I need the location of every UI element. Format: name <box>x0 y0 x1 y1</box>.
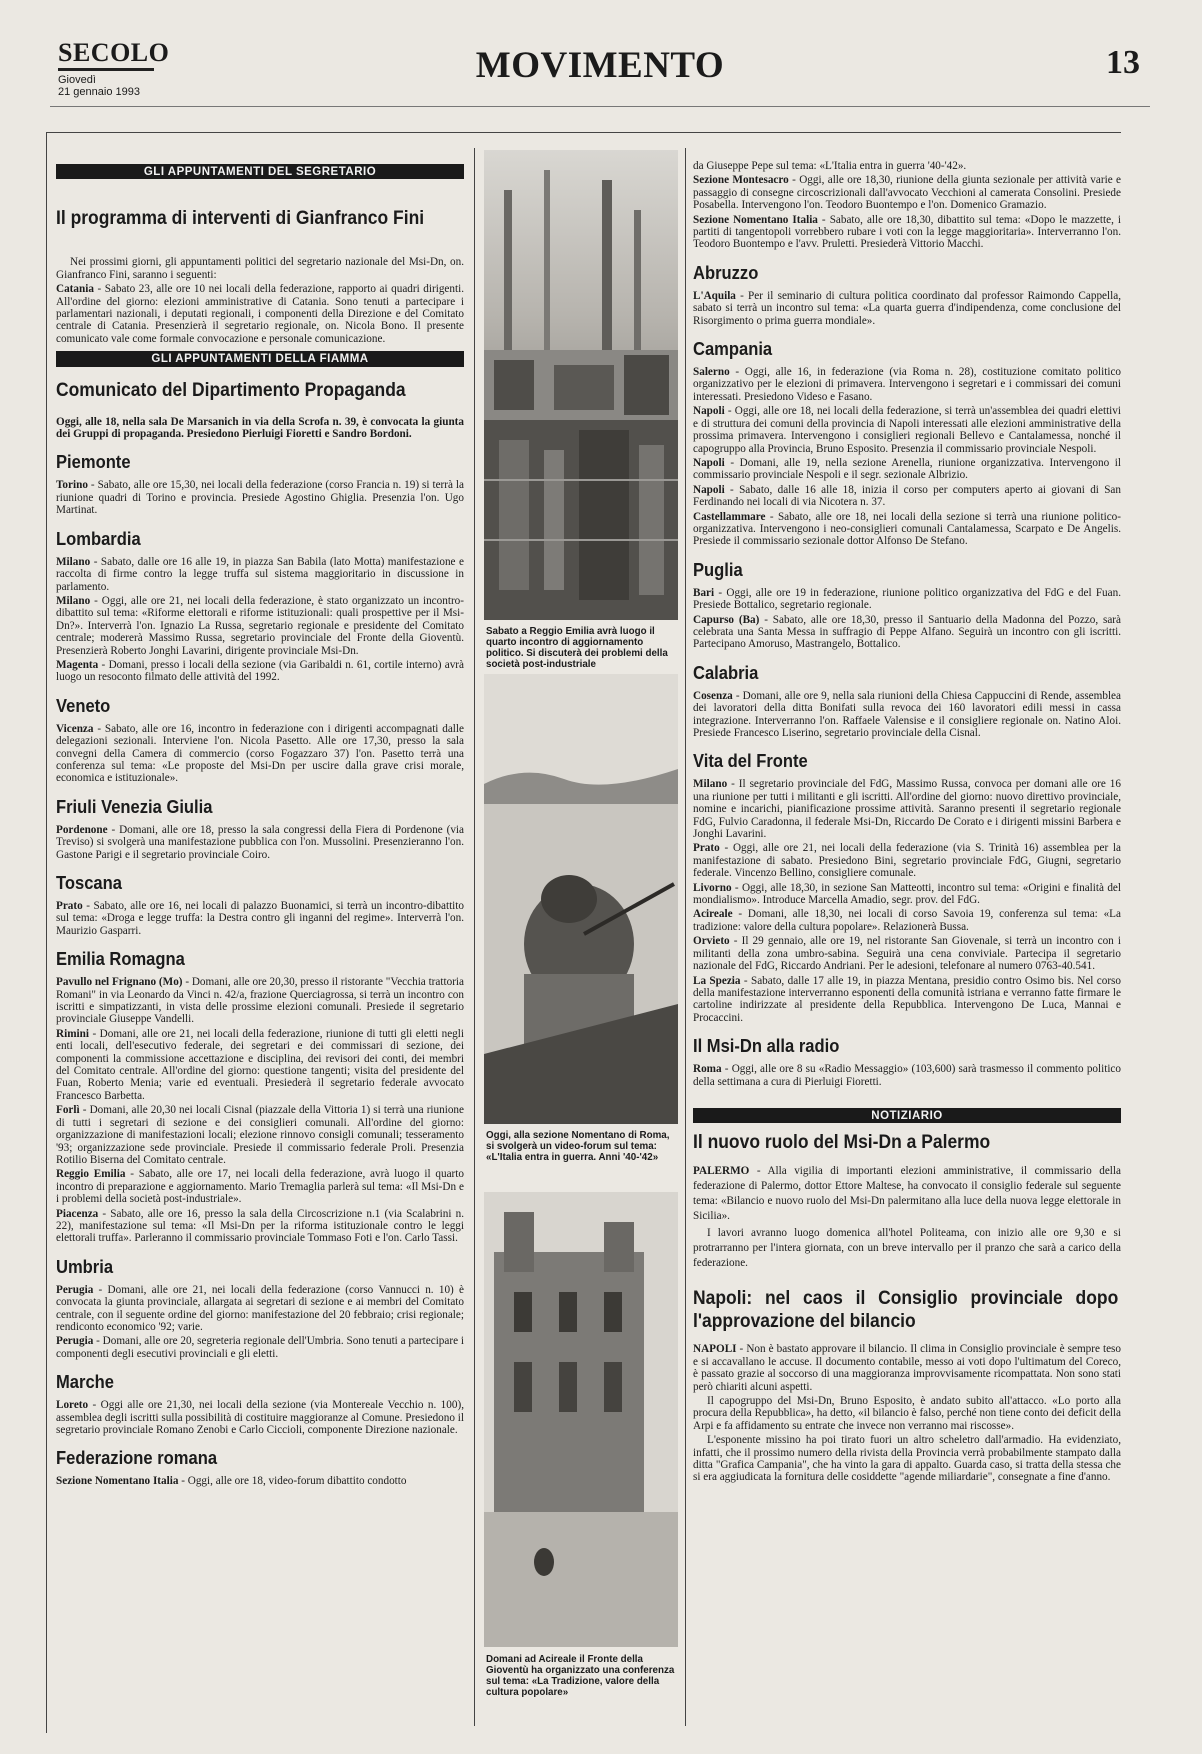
article-paragraph <box>693 1063 1121 1088</box>
right-column <box>693 160 1121 1486</box>
article-text: - Sabato, alle ore 18, nei locali della sezione si terrà una riunione politico-organizzativa. Intervengono i neo-consiglieri comunali Cantalamessa, Scarpato e De Angelis. Presiede il commissario sezionale dottor Alfonso De Stefano. <box>693 510 1121 548</box>
place-name: Prato <box>693 842 720 855</box>
article-text: - Domani, alle ore 20, segreteria regionale dell'Umbria. Sono tenuti a partecipare i componenti degli esecutivi provinciali e gli eletti. <box>56 1335 464 1360</box>
place-name: Orvieto <box>693 935 730 948</box>
article-text: - Il 29 gennaio, alle ore 19, nel ristorante San Giovenale, si terrà un incontro con i militanti della zona umbro-sabina. Seguirà una cena conviviale. Partecipa il segretario nazionale del FdG, Riccardo Andriani. Per le adesioni, telefonare al numero 0763-40.541. <box>693 935 1121 973</box>
industrial-plant-image <box>484 150 678 620</box>
article-paragraph: Oggi, alle 18, nella sala De Marsanich in via della Scrofa n. 39, è convocata la giunta dei Gruppi di propaganda. Presiedono Pierluigi Fioretti e Sandro Bordoni. <box>56 415 464 441</box>
article-paragraph <box>693 882 1121 907</box>
article-paragraph <box>56 1335 464 1360</box>
article-paragraph <box>693 457 1121 482</box>
region-heading-campania: Campania <box>693 339 773 360</box>
article-text: - Oggi, alle ore 21, nei locali della federazione (via S. Trinità 16) assemblea per la manifestazione di sabato. Presiedono Bini, segretario provinciale FdG, Giugni, segretario federale. Vincenzo Bellino, consigliere comunale. <box>693 842 1121 880</box>
issue-date: 21 gennaio 1993 <box>58 86 140 98</box>
region-heading-federazione-romana: Federazione romana <box>56 1448 218 1469</box>
article-text: - Oggi, alle 16, in federazione (via Roma n. 28), costituzione comitato politico organizzativo per le elezioni di primavera. Intervengono i segretari e i commissari dei comuni interessati. Presiedono Videso e Fasano. <box>693 366 1121 403</box>
article-paragraph: da Giuseppe Pepe sul tema: «L'Italia entra in guerra '40-'42». <box>693 160 967 172</box>
article-text: - Oggi, alle ore 19 in federazione, riunione politico organizzativa del FdG e del Fuan. Presiede Bottalico, segretario regionale. <box>693 586 1121 612</box>
article-paragraph <box>56 723 464 785</box>
article-paragraph <box>56 556 464 593</box>
page-number: 13 <box>1106 44 1140 81</box>
place-name: Torino <box>56 479 88 492</box>
place-name: Acireale <box>693 908 733 921</box>
article-text: - Domani, alle ore 18, presso la sala congressi della Fiera di Pordenone (via Treviso) si svolgerà una manifestazione pubblica con l'on. Mussolini. Presenzieranno l'on. Gastone Parigi e il segretario provinciale Coiro. <box>56 823 464 861</box>
article-text: - Domani, alle 19, nella sezione Arenella, riunione organizzativa. Intervengono il commissario provinciale Nespoli e il segr. sezionale Albrizio. <box>693 456 1121 482</box>
photo-caption: Oggi, alla sezione Nomentano di Roma, si svolgerà un video-forum sul tema: «L'Italia entra in guerra. Anni '40-'42» <box>486 1130 670 1163</box>
article-text: - Sabato, alle ore 18,30, dibattito sul tema: «Dopo le mazzette, i partiti di tangentopoli vorrebbero rubare i voti con la legge maggioritaria». Interverranno l'on. Teodoro Buontempo e l'avv. Pruletti. Presiederà Vittorio Macchi. <box>693 213 1121 251</box>
article-paragraph <box>693 174 1121 211</box>
article-paragraph: Il capogruppo del Msi-Dn, Bruno Esposito, è andato subito all'attacco. «Lo porto alla procura della Repubblica», ha detto, «il bilancio è falso, perché non tiene conto dei deficit della Arpi e fa affidamento su entrate che invece non verranno mai riscosse». <box>693 1394 1121 1432</box>
headline-napoli: Napoli: nel caos il Consiglio provinciale dopo l'approvazione del bilancio <box>693 1288 1119 1333</box>
article-paragraph <box>693 366 1121 403</box>
article-paragraph <box>56 1475 464 1487</box>
place-name: Napoli <box>693 405 725 418</box>
article-text: - Per il seminario di cultura politica coordinato dal professor Raimondo Cappella, sabato si terrà un incontro sul tema: «La quarta guerra d'indipendenza, come conclusione del Risorgimento o prima guerra mondiale». <box>693 289 1121 327</box>
article-paragraph <box>693 975 1121 1025</box>
place-name: Piacenza <box>56 1207 99 1220</box>
article-text: - Sabato, alle ore 16, nei locali di palazzo Buonamici, si terrà un incontro-dibattito sul tema: «Droga e legge truffa: la Destra contro gli inganni del regime». Interverrà l'on. Maurizio Gasparri. <box>56 900 464 937</box>
section-bar-notiziario: NOTIZIARIO <box>693 1108 1121 1123</box>
article-paragraph <box>693 614 1121 651</box>
place-name: Rimini <box>56 1027 89 1040</box>
place-name: Milano <box>56 555 91 568</box>
place-name: Milano <box>693 778 728 791</box>
place-name: PALERMO <box>693 1165 750 1178</box>
place-name: La Spezia <box>693 974 741 987</box>
soldier-image <box>484 674 678 1124</box>
logo-rule <box>58 68 154 71</box>
place-name: Bari <box>693 586 715 599</box>
place-name: Magenta <box>56 658 99 671</box>
article-paragraph <box>693 511 1121 548</box>
article-paragraph: Nei prossimi giorni, gli appuntamenti politici del segretario nazionale del Msi-Dn, on. Gianfranco Fini, saranno i seguenti: <box>56 256 464 281</box>
article-text: - Sabato, alle ore 16, incontro in federazione con i dirigenti accompagnati dalle delegazioni sezionali. Interviene l'on. Nicola Pasetto. Alle ore 17,30, presso la sala convegni della Camera di commercio (corso Fogazzaro 37) l'on. Pasetto terrà una conferenza sul tema: «Le proposte del Msi-Dn per uscire dalla grave crisi morale, economica e istituzionale». <box>56 722 464 785</box>
article-text: - Sabato 23, alle ore 10 nei locali della federazione, rapporto ai quadri dirigenti. All'ordine del giorno: elezioni amministrative di Catania. Sono tenuti a partecipare i parlamentari nazionali, i deputati regionali, i componenti della Direzione e del Comitato centrale di Catania. Presenzierà il segretario regionale, on. Nicola Bono. Il presente comunicato vale come formale convocazione e personale comunicazione. <box>56 283 464 345</box>
article-paragraph <box>693 290 1121 327</box>
place-name: Sezione Montesacro <box>693 174 789 187</box>
article-text: - Oggi, alle 18,30, in sezione San Matteotti, incontro sul tema: «Origini e finalità del mondialismo». Introduce Marcella Amadio, segr. prov. del FdG. <box>693 881 1121 907</box>
article-paragraph <box>693 587 1121 612</box>
column-divider-right <box>685 148 686 1726</box>
column-divider-left <box>474 148 475 1726</box>
article-paragraph <box>56 1028 464 1102</box>
article-paragraph <box>693 1343 1121 1393</box>
section-title: MOVIMENTO <box>475 45 725 86</box>
article-text: - Alla vigilia di importanti elezioni amministrative, il commissario della federazione di Palermo, dottor Ettore Maltese, ha convocato il consiglio federale sul seguente tema: «Bilancio e nuovo ruolo del Msi-Dn palermitano alla luce della nuova legge elettorale in Sicilia». <box>693 1165 1121 1223</box>
article-paragraph <box>56 283 464 345</box>
place-name: NAPOLI <box>693 1343 737 1356</box>
article-paragraph <box>56 900 464 937</box>
place-name: L'Aquila <box>693 289 736 302</box>
masthead <box>58 38 170 98</box>
newspaper-logo: SECOLO <box>58 38 170 67</box>
article-paragraph: I lavori avranno luogo domenica all'hotel Politeama, con inizio alle ore 9,30 e si protrarranno per l'intera giornata, con un breve intervallo per il pranzo che sarà a carico della federazione. <box>693 1227 1121 1270</box>
cathedral-image <box>484 1192 678 1647</box>
place-name: Loreto <box>56 1399 89 1412</box>
headline-comunicato: Comunicato del Dipartimento Propaganda <box>56 379 406 401</box>
article-text: - Domani, alle 18,30, nei locali di corso Savoia 19, conferenza sul tema: «La tradizione: valore della cultura popolare». Relazionerà Bussa. <box>693 908 1121 933</box>
article-paragraph <box>693 214 1121 251</box>
article-paragraph <box>56 976 464 1026</box>
article-text: - Domani, alle ore 21, nei locali della federazione, riunione di tutti gli eletti negli enti locali, dell'esecutivo federale, dei segretari e dei commissari di sezione, dei componenti la commissione accettazione e disciplina, dei revisori dei conti, dei membri del Comitato centrale. All'ordine del giorno: questione tangenti; visita del presidente del Fuan, Roberto Menia; varie ed eventuali. Presiederà il segretario federale avvocato Francesco Barbetta. <box>56 1027 464 1102</box>
region-heading-puglia: Puglia <box>693 559 743 580</box>
place-name: Perugia <box>56 1335 94 1348</box>
place-name: Catania <box>56 283 94 296</box>
region-heading-radio: Il Msi-Dn alla radio <box>693 1036 840 1057</box>
place-name: Vicenza <box>56 722 94 735</box>
place-name: Castellammare <box>693 510 766 523</box>
photo-industrial-plant <box>484 150 678 620</box>
article-text: - Sabato, alle ore 16, presso la sala della Circoscrizione n.1 (via Scalabrini n. 22), manifestazione sul tema: «Il Msi-Dn per la riforma istituzionale contro le leggi elettorali truffa». Parleranno il commissario provinciale Tommaso Foti e l'on. Carlo Tassi. <box>56 1207 464 1245</box>
article-text: - Oggi alle ore 21,30, nei locali della sezione (via Montereale Vecchio n. 100), assemblea degli iscritti sulla possibilità di costituire maggioranze al Comune. Presiedono il segretario provinciale Romano Zenobi e Carlo Ciccioli, componente Direzione nazionale. <box>56 1399 464 1436</box>
article-paragraph <box>693 935 1121 972</box>
place-name: Prato <box>56 900 83 912</box>
article-paragraph <box>56 595 464 657</box>
article-text: - Domani, alle 20,30 nei locali Cisnal (piazzale della Vittoria 1) si terrà una riunione di tutti i segretari di sezione e dei consiglieri comunali. All'ordine del giorno: organizzazione di manifestazioni locali; elezione rinnovo consigli comunali; tesseramento '93; organizzazione sede provinciale. Presiede il commissario federale Proli. Presenzia Rotilio Biserna del Comitato centrale. <box>56 1104 464 1166</box>
article-paragraph <box>693 484 1121 509</box>
region-heading-toscana: Toscana <box>56 873 122 893</box>
photo-caption: Domani ad Acireale il Fronte della Gioventù ha organizzato una conferenza sul tema: «La Tradizione, valore della cultura popolare» <box>486 1654 675 1698</box>
article-text: - Domani, alle ore 20,30, presso il ristorante "Vecchia trattoria Romani" in via Leonardo da Vinci n. 42/a, frazione Querciagrossa, si terrà un incontro con iscritti e simpatizzanti, in vista delle prossime elezioni comunali. Presiede il segretario provinciale Giuseppe Vandelli. <box>56 976 464 1026</box>
region-heading-calabria: Calabria <box>693 662 759 683</box>
article-paragraph <box>56 824 464 861</box>
place-name: Pordenone <box>56 823 108 836</box>
section-bar-segretario: GLI APPUNTAMENTI DEL SEGRETARIO <box>56 164 464 179</box>
region-heading-veneto: Veneto <box>56 695 111 716</box>
region-heading-vita-del-fronte: Vita del Fronte <box>693 751 808 772</box>
article-paragraph <box>56 659 464 684</box>
article-paragraph <box>693 908 1121 933</box>
region-heading-piemonte: Piemonte <box>56 452 131 473</box>
place-name: Reggio Emilia <box>56 1168 126 1181</box>
place-name: Roma <box>693 1063 722 1076</box>
place-name: Sezione Nomentano Italia <box>693 213 818 226</box>
article-text: - Domani, alle ore 9, nella sala riunioni della Chiesa Cappuccini di Rende, assemblea dei lavoratori della ditta Bonifati sulla revoca dei 160 lavoratori edili messi in cassa integrazione. Interverranno l'on. Raffaele Valensise e il consigliere regionale on. Natino Aloi. Presiede Francesco Liserino, segretario provinciale della Cisnal. <box>693 689 1121 739</box>
article-paragraph <box>693 405 1121 455</box>
region-heading-abruzzo: Abruzzo <box>693 262 759 283</box>
region-heading-umbria: Umbria <box>56 1256 114 1277</box>
photo-caption: Sabato a Reggio Emilia avrà luogo il quarto incontro di aggiornamento politico. Si discuterà dei problemi della società post-industriale <box>486 626 668 670</box>
article-text: - Sabato, alle ore 15,30, nei locali della federazione (corso Francia n. 19) si terrà la riunione quadri di Torino e provincia. Presiede Agostino Ghiglia. Presenzia l'on. Ugo Martinat. <box>56 479 464 517</box>
article-text: - Sabato, dalle ore 16 alle 19, in piazza San Babila (lato Motta) manifestazione e raccolta di firme contro la legge truffa sul sistema maggioritario in discussione in parlamento. <box>56 555 464 593</box>
article-text: - Sabato, dalle 16 alle 18, inizia il corso per computers aperto ai giovani di San Ferdinando nei locali di via Nicotera n. 37. <box>693 483 1121 509</box>
place-name: Napoli <box>693 483 725 496</box>
header-rule <box>50 106 1150 107</box>
article-text: - Domani, presso i locali della sezione (via Garibaldi n. 61, cortile interno) avrà luogo un resoconto filmato delle attività del 1992. <box>56 658 464 684</box>
article-text: - Oggi, alle ore 18, nei locali della federazione, si terrà un'assemblea dei quadri elettivi e di struttura dei comuni della provincia di Napoli interessati alle elezioni amministrative della prossima primavera. Intervengono i consiglieri regionali Bellevo e Cantalamessa, nonché il capogruppo alla Provincia, Bruno Esposito. Presenzia il commissario provinciale Nespoli. <box>693 405 1121 455</box>
place-name: Livorno <box>693 881 732 894</box>
issue-day: Giovedì <box>58 74 96 86</box>
photo-cathedral <box>484 1192 678 1647</box>
article-text: - Domani, alle ore 21, nei locali della federazione (corso Vannucci n. 10) è convocata la giunta provinciale, allargata ai segretari di sezione e ai membri del Comitato centrale, con il seguente ordine del giorno: manifestazione del 20 febbraio; crisi regionale; rendiconto economico '92; varie. <box>56 1283 464 1333</box>
place-name: Sezione Nomentano Italia <box>56 1475 179 1488</box>
place-name: Milano <box>56 594 91 607</box>
article-text: - Sabato, dalle 17 alle 19, in piazza Mentana, presidio contro Osimo bis. Nel corso della manifestazione interverranno esponenti della comunità istriana e verranno fatte firmare le cartoline indirizzate al presidente della Repubblica. Intervengono De Luca, Mannai e Procaccini. <box>693 974 1122 1024</box>
article-text: - Oggi, alle ore 8 su «Radio Messaggio» (103,600) sarà trasmesso il commento politico della settimana a cura di Pierluigi Fioretti. <box>693 1063 1121 1088</box>
article-text: - Oggi, alle ore 18,30, riunione della giunta sezionale per attività varie e passaggio di consegne circoscrizionali dall'avvocato Vecchioni al camerata Consolini. Presiede Posabella. Intervengono l'on. Teodoro Buontempo e l'on. Domenico Gramazio. <box>693 174 1121 212</box>
region-heading-lombardia: Lombardia <box>56 528 141 549</box>
headline-palermo: Il nuovo ruolo del Msi-Dn a Palermo <box>693 1132 991 1154</box>
article-text: - Il segretario provinciale del FdG, Massimo Russa, convoca per domani alle ore 16 una riunione per tutti i militanti e gli iscritti. All'ordine del giorno: nuovo direttivo provinciale, nomine e incarichi, pianificazione prossime attività. Saranno presenti il segretario regionale FdG, Fulvio Caradonna, il federale Msi-Dn, Riccardo De Corato e i dirigenti missini Barbera e Jonghi Lavarini. <box>693 778 1121 841</box>
article-text: - Oggi, alle ore 21, nei locali della federazione, è stato organizzato un incontro-dibattito sul tema: «Riforme elettorali e riforme istituzionali: quali prospettive per il Msi-Dn?». Interverrà l'on. Ignazio La Russa, segretario regionale e presidente del Comitato centrale; modererà Massimo Russa, segretario provinciale del Fronte della Gioventù. Presenzierà Roberto Jonghi Lavarini, dirigente provinciale Msi-Dn. <box>56 594 464 657</box>
headline-programma: Il programma di interventi di Gianfranco Fini <box>56 208 425 230</box>
article-text: - Sabato, alle ore 18,30, presso il Santuario della Madonna del Pozzo, sarà celebrata una Santa Messa in suffragio di Peppe Alfano. Seguirà un incontro con gli iscritti. Partecipano Amoruso, Mastrangelo, Bottalico. <box>693 613 1121 651</box>
article-paragraph <box>56 1168 464 1205</box>
photo-soldier <box>484 674 678 1124</box>
place-name: Salerno <box>693 366 730 379</box>
article-paragraph <box>56 1208 464 1245</box>
article-paragraph <box>56 1399 464 1436</box>
region-heading-marche: Marche <box>56 1372 114 1393</box>
place-name: Pavullo nel Frignano (Mo) <box>56 976 183 989</box>
article-text: - Oggi, alle ore 18, video-forum dibattito condotto <box>178 1475 407 1488</box>
place-name: Perugia <box>56 1283 94 1296</box>
place-name: Capurso (Ba) <box>693 613 760 626</box>
section-bar-fiamma: GLI APPUNTAMENTI DELLA FIAMMA <box>56 351 464 366</box>
left-column <box>56 150 464 1490</box>
article-paragraph <box>693 1164 1121 1224</box>
article-paragraph: L'esponente missino ha poi tirato fuori un altro scheletro dall'armadio. Ha evidenziato, infatti, che il prossimo numero della rivista della Provincia verrà probabilmente stampato dalla ditta "Grafica Campania", che ha vinto la gara di appalto. Guarda caso, si tratta della stessa che si era aggiudicata la fornitura delle cosiddette "agende miliardarie", consegnate a fine d'anno. <box>693 1434 1121 1484</box>
article-text: - Non è bastato approvare il bilancio. Il clima in Consiglio provinciale è sempre teso e si accavallano le accuse. Il documento contabile, messo ai voti dopo l'ultimatum del Coreco, è passato grazie al soccorso di una maggioranza improvvisamente ricompattata. Non sono stati però chiariti alcuni aspetti. <box>693 1343 1121 1393</box>
place-name: Napoli <box>693 456 725 469</box>
article-paragraph <box>56 1104 464 1166</box>
article-paragraph <box>693 842 1121 879</box>
place-name: Forlì <box>56 1104 80 1117</box>
region-heading-friuli: Friuli Venezia Giulia <box>56 796 213 817</box>
article-paragraph <box>56 479 464 516</box>
article-text: - Sabato, alle ore 17, nei locali della federazione, avrà luogo il quarto incontro di preparazione e aggiornamento. Mario Tremaglia parlerà sul tema: «Il Msi-Dn e i problemi della società post-industriale». <box>56 1168 464 1206</box>
region-heading-emilia: Emilia Romagna <box>56 949 185 970</box>
place-name: Cosenza <box>693 689 733 702</box>
article-paragraph <box>56 1284 464 1334</box>
article-paragraph <box>693 778 1121 840</box>
article-paragraph <box>693 690 1121 740</box>
